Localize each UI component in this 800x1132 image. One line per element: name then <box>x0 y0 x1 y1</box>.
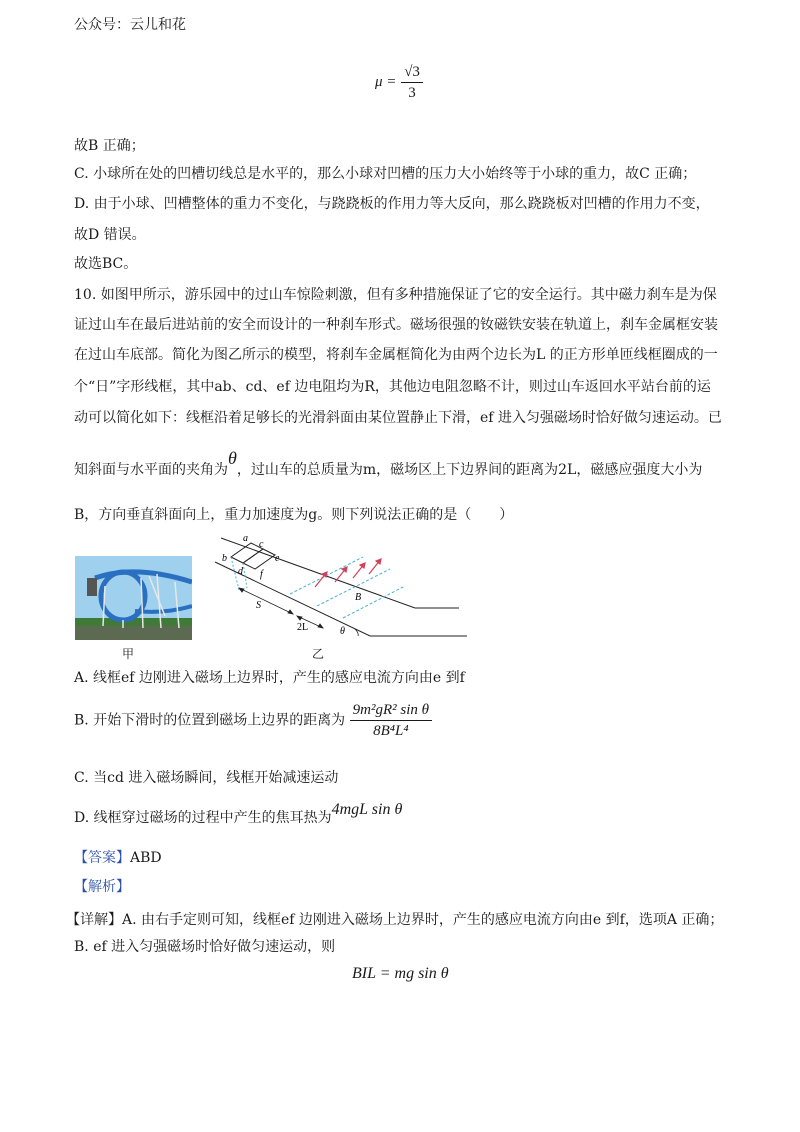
analysis-label: 【解析】 <box>74 879 130 895</box>
label-field-b: B <box>355 592 362 603</box>
account-header: 公众号：云儿和花 <box>74 17 186 33</box>
field-arrows <box>315 559 381 587</box>
q10-line-5: 动可以简化如下：线框沿着足够长的光滑斜面由某位置静止下滑，ef 进入匀强磁场时恰好做匀速运动。已 <box>74 410 722 426</box>
label-d: d <box>238 566 243 577</box>
answer-value: ABD <box>130 850 162 866</box>
equation-bil: BIL = mg sin θ <box>352 965 449 982</box>
roller-coaster-image <box>75 556 192 640</box>
c-text: C. 小球所在处的凹槽切线总是水平的，那么小球对凹槽的压力大小始终等于小球的重力，故C 正确； <box>74 166 697 182</box>
label-c: c <box>259 539 264 550</box>
option-b-fraction <box>350 700 432 741</box>
incline-diagram <box>205 530 470 642</box>
q10-line-2: 证过山车在最后进站前的安全而设计的一种刹车形式。磁场很强的钕磁铁安装在轨道上，刹车金属框安装 <box>74 317 718 333</box>
label-f: f <box>260 569 263 580</box>
mu-denominator: 3 <box>408 85 416 101</box>
q10-line-4: 个“日”字形线框，其中ab、cd、ef 边电阻均为R，其他边电阻忽略不计，则过山车返回水平站台前的运 <box>74 379 711 395</box>
q10-line-6 <box>74 448 703 480</box>
label-e: e <box>275 553 280 564</box>
option-a: A. 线框ef 边刚进入磁场上边界时，产生的感应电流方向由e 到f <box>74 670 465 686</box>
b-conclusion: 故B 正确； <box>74 138 145 154</box>
detail-label: 【详解】 <box>66 912 122 928</box>
option-d-text: D. 线框穿过磁场的过程中产生的焦耳热为 <box>74 810 332 826</box>
q10-line-7: B，方向垂直斜面向上，重力加速度为g。则下列说法正确的是（ ） <box>74 507 514 523</box>
q10-line-1: 10. 如图甲所示，游乐园中的过山车惊险刺激，但有多种措施保证了它的安全运行。其中磁力刹车是为保 <box>74 287 717 303</box>
theta-symbol: θ <box>228 448 237 468</box>
field-boundary-3 <box>343 586 405 618</box>
answer-label: 【答案】 <box>74 850 130 866</box>
detail-a: A. 由右手定则可知，线框ef 边刚进入磁场上边界时，产生的感应电流方向由e 到f，选项A 正确； <box>122 912 724 928</box>
q10-line-3: 在过山车底部。简化为图乙所示的模型，将刹车金属框简化为由两个边长为L 的正方形单匝线框圈成的一 <box>74 347 718 363</box>
label-2l: 2L <box>297 622 309 633</box>
answer-line <box>74 848 162 868</box>
caption-jia: 甲 <box>122 647 135 661</box>
d-text-2: 故D 错误。 <box>74 227 146 243</box>
option-d <box>74 801 403 828</box>
detail-a-line <box>66 910 723 930</box>
q10-line-6-a: 知斜面与水平面的夹角为 <box>74 462 228 478</box>
detail-b: B. ef 进入匀强磁场时恰好做匀速运动，则 <box>74 939 336 955</box>
label-s: S <box>256 600 261 611</box>
mu-lhs: μ = <box>375 74 397 90</box>
option-c: C. 当cd 进入磁场瞬间，线框开始减速运动 <box>74 770 339 786</box>
caption-yi: 乙 <box>312 647 325 661</box>
option-b-text: B. 开始下滑时的位置到磁场上边界的距离为 <box>74 712 346 729</box>
label-theta: θ <box>340 626 345 637</box>
option-d-expr: 4mgL sin θ <box>331 801 403 818</box>
d-text-1: D. 由于小球、凹槽整体的重力不变化，与跷跷板的作用力等大反向，那么跷跷板对凹槽的作用力不变， <box>74 196 710 212</box>
label-a: a <box>243 533 248 544</box>
mu-fraction <box>401 62 423 103</box>
option-b <box>74 700 432 741</box>
q10-line-6-b: ，过山车的总质量为m，磁场区上下边界间的距离为2L，磁感应强度大小为 <box>236 462 703 478</box>
label-b: b <box>222 553 227 564</box>
choice-line: 故选BC。 <box>74 256 138 272</box>
mu-numerator: √3 <box>401 62 423 83</box>
option-b-numerator: 9m²gR² sin θ <box>350 700 432 721</box>
equation-mu <box>375 62 423 103</box>
option-b-denominator: 8B⁴L⁴ <box>373 723 409 739</box>
incline-upper-line <box>221 538 415 608</box>
roller-coaster-photo <box>75 556 192 640</box>
